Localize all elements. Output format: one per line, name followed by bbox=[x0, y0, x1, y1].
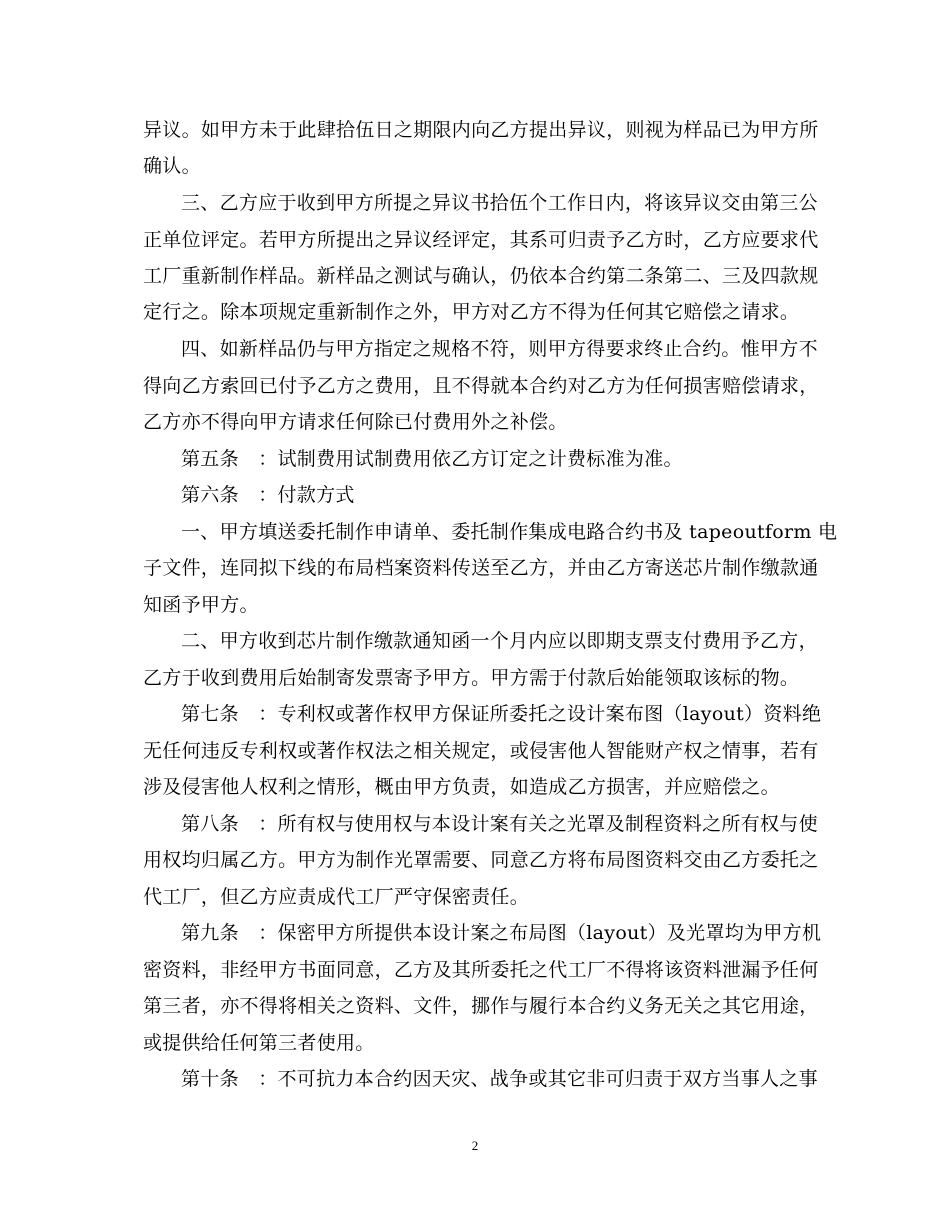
text-line: 涉及侵害他人权利之情形，概由甲方负责，如造成乙方损害，并应赔偿之。 bbox=[143, 776, 780, 798]
paragraph-start-line: 四、如新样品仍与甲方指定之规格不符，则甲方得要求终止合约。惟甲方不 bbox=[181, 338, 818, 360]
text-line: 确认。 bbox=[143, 155, 201, 177]
text-line: 代工厂，但乙方应责成代工厂严守保密责任。 bbox=[143, 886, 530, 908]
text-line: 异议。如甲方未于此肆拾伍日之期限内向乙方提出异议，则视为样品已为甲方所 bbox=[143, 119, 819, 141]
text-line: 定行之。除本项规定重新制作之外，甲方对乙方不得为任何其它赔偿之请求。 bbox=[143, 301, 800, 323]
text-line: 乙方亦不得向甲方请求任何除已付费用外之补偿。 bbox=[143, 411, 568, 433]
article-heading-line: 第七条 ：专利权或著作权甲方保证所委托之设计案布图（layout）资料绝 bbox=[181, 703, 822, 725]
article-heading-line: 第五条 ：试制费用试制费用依乙方订定之计费标准为准。 bbox=[181, 448, 683, 470]
article-heading-line: 第九条 ：保密甲方所提供本设计案之布局图（layout）及光罩均为甲方机 bbox=[181, 922, 822, 944]
article-heading-line: 第八条 ：所有权与使用权与本设计案有关之光罩及制程资料之所有权与使 bbox=[181, 813, 818, 835]
paragraph-start-line: 一、甲方填送委托制作申请单、委托制作集成电路合约书及 tapeoutform 电 bbox=[181, 521, 838, 543]
text-line: 无任何违反专利权或著作权法之相关规定，或侵害他人智能财产权之情事，若有 bbox=[143, 740, 819, 762]
article-heading-line: 第十条 ：不可抗力本合约因天灾、战争或其它非可归责于双方当事人之事 bbox=[181, 1068, 818, 1090]
article-heading-line: 第六条 ：付款方式 bbox=[181, 484, 355, 506]
text-line: 第三者，亦不得将相关之资料、文件，挪作与履行本合约义务无关之其它用途， bbox=[143, 995, 819, 1017]
text-line: 子文件，连同拟下线的布局档案资料传送至乙方，并由乙方寄送芯片制作缴款通 bbox=[143, 557, 819, 579]
paragraph-start-line: 二、甲方收到芯片制作缴款通知函一个月内应以即期支票支付费用予乙方， bbox=[181, 630, 818, 652]
text-line: 乙方于收到费用后始制寄发票寄予甲方。甲方需于付款后始能领取该标的物。 bbox=[143, 667, 800, 689]
paragraph-start-line: 三、乙方应于收到甲方所提之异议书拾伍个工作日内，将该异议交由第三公 bbox=[181, 192, 818, 214]
text-line: 工厂重新制作样品。新样品之测试与确认，仍依本合约第二条第二、三及四款规 bbox=[143, 265, 819, 287]
text-line: 密资料，非经甲方书面同意，乙方及其所委托之代工厂不得将该资料泄漏予任何 bbox=[143, 959, 819, 981]
text-line: 用权均归属乙方。甲方为制作光罩需要、同意乙方将布局图资料交由乙方委托之 bbox=[143, 849, 819, 871]
page-number: 2 bbox=[471, 1138, 479, 1153]
text-line: 或提供给任何第三者使用。 bbox=[143, 1032, 375, 1054]
text-line: 知函予甲方。 bbox=[143, 594, 259, 616]
text-line: 得向乙方索回已付予乙方之费用，且不得就本合约对乙方为任何损害赔偿请求， bbox=[143, 375, 819, 397]
text-line: 正单位评定。若甲方所提出之异议经评定，其系可归责予乙方时，乙方应要求代 bbox=[143, 229, 819, 251]
